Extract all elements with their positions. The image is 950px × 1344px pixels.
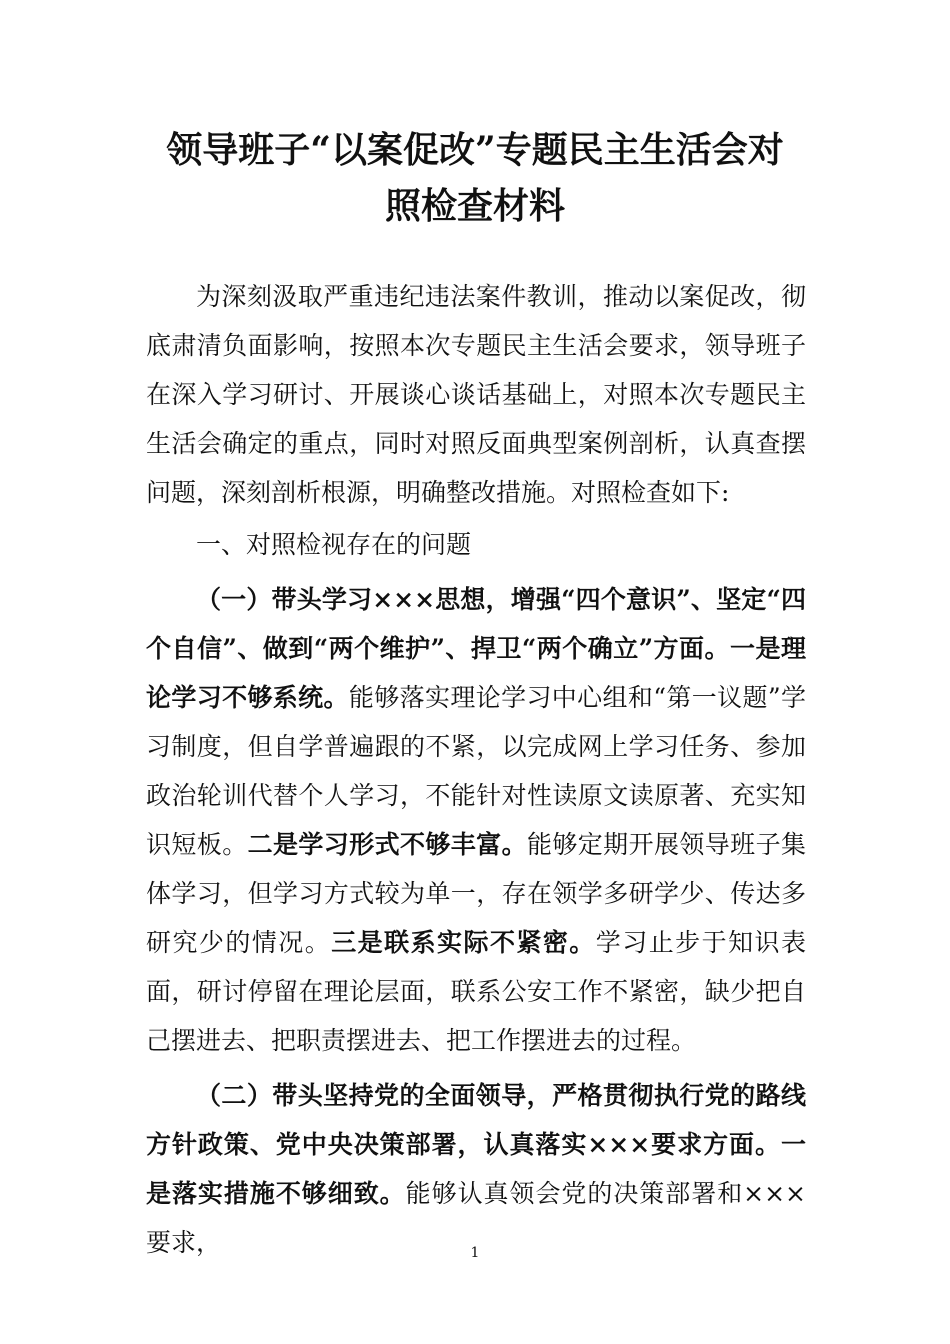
part-1-item-3-title: 三是联系实际不紧密。 (331, 928, 596, 957)
intro-paragraph: 为深刻汲取严重违纪违法案件教训，推动以案促改，彻底肃清负面影响，按照本次专题民主生活会要求，领导班子在深入学习研讨、开展谈心谈话基础上，对照本次专题民主生活会确定的重点，同时对照反面典型案例剖析，认真查摆问题，深刻剖析根源，明确整改措施。对照检查如下: (146, 282, 806, 507)
part-1-heading: （一）带头学习×××思想，增强“四个意识”、坚定“四个自信”、做到“两个维护”、捍卫“两个确立”方面。 (146, 585, 806, 663)
part-2-paragraph (146, 1071, 806, 1267)
document-title (120, 122, 830, 234)
title-line-1: 领导班子“以案促改”专题民主生活会对 (166, 129, 784, 171)
part-1-item-1-text: 能够落实理论学习中心组和“第一议题”学习制度，但自学普遍跟的不紧，以完成网上学习任务、参加政治轮训代替个人学习，不能针对性读原文读原著、充实知识短板。 (146, 683, 806, 859)
part-1-paragraph (146, 575, 806, 1065)
part-2-item-1-text: 能够认真领会党的决策部署和×××要求， (146, 1179, 806, 1257)
part-1-item-2-text: 能够定期开展领导班子集体学习，但学习方式较为单一，存在领学多研学少、传达多研究少的情况。 (146, 830, 806, 957)
section-heading-1: 一、对照检视存在的问题 (196, 530, 472, 559)
part-1-item-3-text: 学习止步于知识表面，研讨停留在理论层面，联系公安工作不紧密，缺少把自己摆进去、把职责摆进去、把工作摆进去的过程。 (146, 928, 806, 1055)
part-2-item-1-title: 一是落实措施不够细致。 (146, 1130, 806, 1208)
page-number: 1 (470, 1245, 480, 1261)
title-line-2: 照检查材料 (384, 185, 565, 227)
part-1-item-2-title: 二是学习形式不够丰富。 (247, 830, 527, 859)
part-1-item-1-title: 一是理论学习不够系统。 (146, 634, 806, 712)
document-body (146, 272, 806, 1267)
part-2-heading: （二）带头坚持党的全面领导，严格贯彻执行党的路线方针政策、党中央决策部署，认真落实×××要求方面。 (146, 1081, 806, 1159)
